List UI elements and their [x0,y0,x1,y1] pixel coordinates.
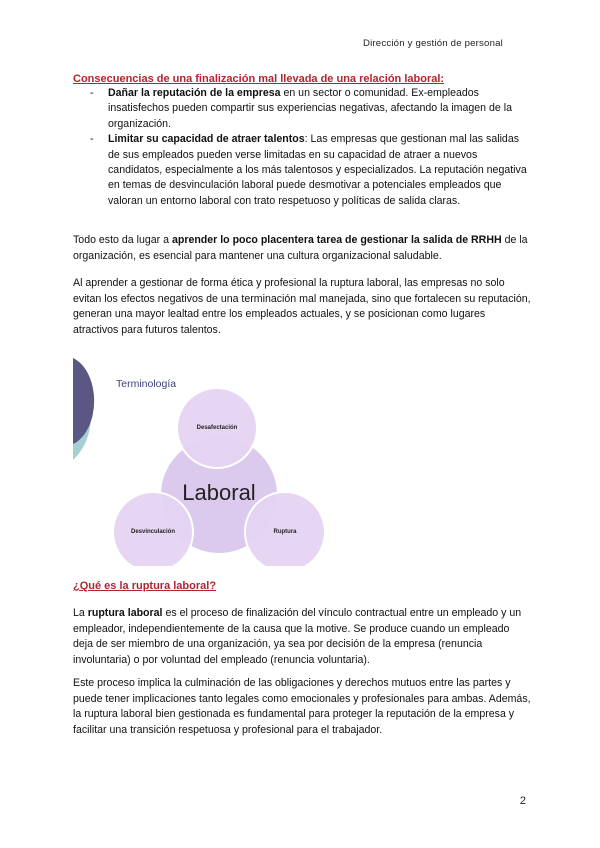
paragraph-ruptura-process: Este proceso implica la culminación de las obligaciones y derechos mutuos entre las partes y puede tener implicaciones tanto legales como emocionales y profesionales para ambas. Además, la ruptura laboral bien gestionada es fundamental para proteger la reputación de la empresa y facilitar una transición respetuosa y profesional para el trabajador. [73,677,531,736]
label-desafectacion: Desafectación [196,425,238,431]
paragraph-text: Todo esto da lugar a [73,234,172,246]
label-laboral: Laboral [182,480,256,505]
bullet-dash: - [90,133,94,146]
paragraph-summary [73,233,531,264]
terminology-diagram [73,356,373,566]
page-header: Dirección y gestión de personal [362,38,503,49]
paragraph-text: es el proceso de finalización del vínculo contractual entre un empleado y un empleador, independientemente de la causa que la motive. Se produce cuando un empleado deja de ser miembro de una organización, ya sea por decisión de la empresa (renuncia involuntaria) o por voluntad del empleado (renuncia voluntaria). [73,607,522,666]
paragraph-text: de la organización, es esencial para mantener una cultura organizacional saludable. [73,234,528,262]
bullet-text: en un sector o comunidad. Ex-empleados insatisfechos pueden compartir sus experiencias negativas, afectando la imagen de la organización. [108,87,512,130]
dark-accent-arc [73,358,94,444]
bullet-bold: Dañar la reputación de la empresa [108,87,281,99]
paragraph-bold: ruptura laboral [87,607,163,619]
paragraph-ethics: Al aprender a gestionar de forma ética y profesional la ruptura laboral, las empresas no solo evitan los efectos negativos de una terminación mal manejada, sino que fortalecen su reputación, generan una mayor lealtad entre los empleados actuales, y se posicionan como lugares atractivos para futuros talentos. [73,277,531,336]
bullet-dash: - [90,87,94,99]
consequences-list [90,86,530,209]
consequences-title: Consecuencias de una finalización mal llevada de una relación laboral: [73,73,445,85]
paragraph-bold: aprender lo poco placentera tarea de gestionar la salida de RRHH [171,234,502,246]
bullet-bold: Limitar su capacidad de atraer talentos [108,133,305,146]
label-ruptura: Ruptura [273,529,297,535]
bullet-text: : Las empresas que gestionan mal las salidas de sus empleados pueden verse limitadas en su capacidad de atraer a nuevos candidatos, especialmente a los más talentosos y especializados. La reputación negativa en temas de desvinculación laboral puede desmotivar a potenciales empleados que valoran un entorno laboral con trato respetuoso y políticas de salida claras. [108,133,527,207]
diagram-title: Terminología [116,378,177,390]
ruptura-title: ¿Qué es la ruptura laboral? [73,580,217,592]
paragraph-text: La [73,607,88,619]
list-item [90,86,530,132]
paragraph-ruptura-definition [73,606,531,668]
page-number: 2 [519,795,526,807]
list-item [90,132,530,209]
label-desvinculacion: Desvinculación [130,529,175,535]
